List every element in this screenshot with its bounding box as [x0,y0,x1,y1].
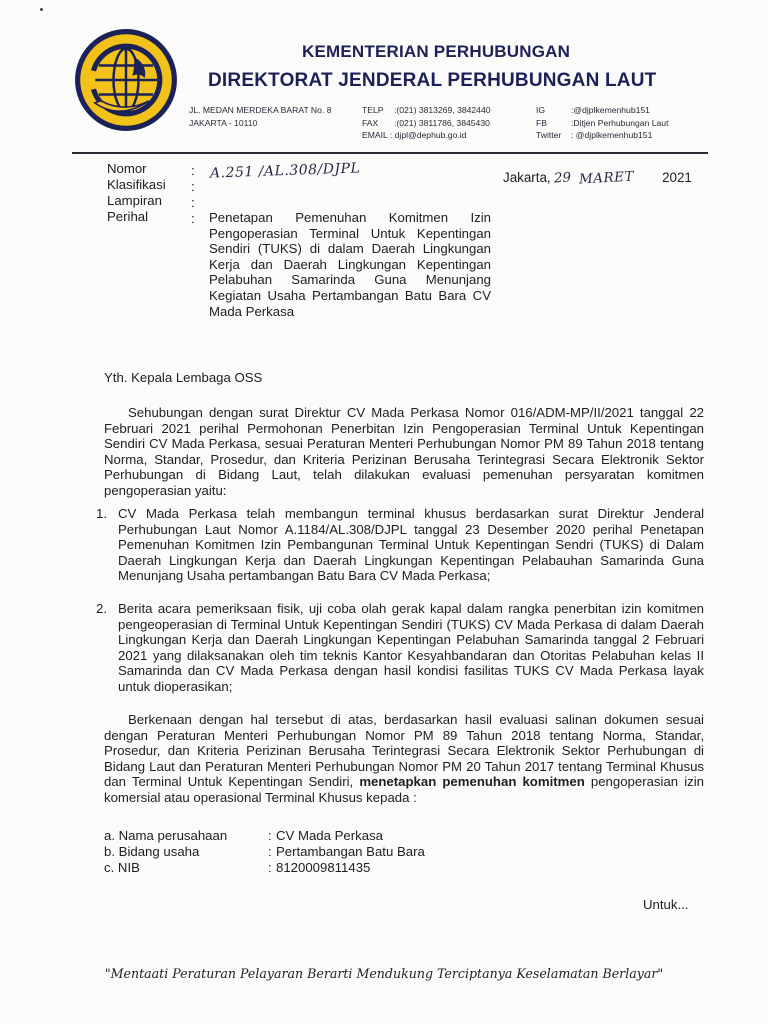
list-item [96,601,704,695]
company-details [104,828,504,876]
address-line: JAKARTA - 10110 [189,117,258,128]
list-number: 1. [96,506,107,521]
date-prefix: Jakarta, [503,170,551,185]
social-value: :Ditjen Perhubungan Laut [571,117,669,128]
letter-number-handwritten: A.251 /AL.308/DJPL [209,160,361,182]
company-row [104,860,504,876]
list-text: Berita acara pemeriksaan fisik, uji coba olah gerak kapal dalam rangka penerbitan izin komitmen pengeoperasian di Terminal Untuk Kepentingan Sendiri (TUKS) CV Mada Perkasa di dalam Daerah Lingkungan Kerja dan Daerah Lingkungan Kepentingan Pelabuhan Samarinda tanggal 2 Februari 2021 yang dilaksanakan oleh tim teknis Kantor Kesyahbandaran dan Otoritas Pelabuhan kelas II Samarinda dan CV Mada Perkasa dengan hasil kondisi fasilitas TUKS CV Mada Perkasa layak untuk dioperasikan; [118,601,704,694]
social-labels [536,104,561,142]
subject-text: Penetapan Pemenuhan Komitmen Izin Pengoperasian Terminal Untuk Kepentingan Sendiri (TUKS) di dalam Daerah Lingkungan Kerja dan Daerah Lingkungan Kepentingan Pelabuhan Samarinda Guna Menunjang Kegiatan Usaha Pertambangan Batu Bara CV Mada Perkasa [209,210,491,319]
meta-label: Klasifikasi [107,177,166,192]
meta-colon: : [191,195,195,210]
footer-motto: "Mentaati Peraturan Pelayaran Berarti Mendukung Terciptanya Keselamatan Berlayar" [104,966,664,981]
company-label: c. NIB [104,860,140,875]
paragraph-decision [104,712,704,806]
ministry-title: KEMENTERIAN PERHUBUNGAN [302,42,571,61]
date-year: 2021 [662,170,692,185]
phone-value: :(021) 3813269, 3842440 [394,105,491,115]
phone-values [394,104,491,129]
paragraph-intro: Sehubungan dengan surat Direktur CV Mada Perkasa Nomor 016/ADM-MP/II/2021 tanggal 22 Februari 2021 perihal Permohonan Penerbitan Izin Pengoperasian Terminal Untuk Kepentingan Sendiri CV Mada Perkasa, sesuai Peraturan Menteri Perhubungan Nomor PM 89 Tahun 2018 tentang Norma, Standar, Prosedur, dan Kriteria Perizinan Berusaha Terintegrasi Secara Elektronik Sektor Perhubungan di Bidang Laut, telah dilakukan evaluasi pemenuhan persyaratan komitmen pengoperasian yaitu: [104,405,704,498]
ministry-logo-icon [74,28,178,132]
phone-label: TELP [362,105,384,115]
meta-colon: : [191,163,195,178]
company-colon: : [268,844,272,859]
social-label: FB [536,117,547,128]
social-value: :@djplkemenhub151 [571,105,650,115]
decision-bold-text: menetapkan pemenuhan komitmen [359,774,585,790]
company-label: a. Nama perusahaan [104,828,228,843]
date-day-handwritten: 29 [553,170,572,187]
company-value: Pertambangan Batu Bara [276,844,425,859]
date-month-handwritten: MARET [578,169,635,188]
letter-date [503,170,692,186]
company-row [104,828,504,844]
email: EMAIL : djpl@dephub.go.id [362,130,467,140]
letterhead-divider [72,152,708,154]
meta-label: Lampiran [107,193,162,208]
company-value: CV Mada Perkasa [276,828,384,843]
continuation-marker: Untuk... [643,897,689,912]
meta-label: Perihal [107,209,149,224]
phone-labels [362,104,384,129]
social-values [571,104,668,142]
social-label: Twitter [536,130,562,140]
scan-speck [40,8,43,11]
company-colon: : [268,860,272,875]
directorate-title: DIREKTORAT JENDERAL PERHUBUNGAN LAUT [208,70,657,91]
social-value: : @djplkemenhub151 [571,130,653,140]
company-colon: : [268,828,272,843]
phone-value: :(021) 3811786, 3845430 [394,117,490,128]
meta-label: Nomor [107,161,147,176]
meta-colon: : [191,179,195,194]
company-row [104,844,504,860]
addressee: Yth. Kepala Lembaga OSS [104,370,263,385]
address-block [189,104,331,129]
decision-text-end: pengoperasian izin komersial atau operasional Terminal Khusus kepada : [104,774,705,805]
list-item [96,506,704,584]
list-text: CV Mada Perkasa telah membangun terminal khusus berdasarkan surat Direktur Jenderal Perhubungan Laut Nomor A.1184/AL.308/DJPL tanggal 23 Desember 2020 perihal Penetapan Pemenuhan Komitmen Izin Pembangunan Terminal Untuk Kepentingan Sendri (TUKS) di Dalam Daerah Lingkungan Kerja dan Daerah Lingkungan Kepentingan Pelabauhan Samarinda Guna Menunjang Usaha pertambangan Batu Bara CV Mada Perkasa; [118,506,704,584]
phone-label: FAX [362,117,379,128]
meta-colon: : [191,211,195,226]
list-number: 2. [96,601,107,616]
company-label: b. Bidang usaha [104,844,200,859]
address-line: JL. MEDAN MERDEKA BARAT No. 8 [189,105,332,115]
meta-colons [191,163,195,227]
meta-labels [107,161,166,225]
social-label: IG [536,105,546,115]
decision-text: Berkenaan dengan hal tersebut di atas, berdasarkan hasil evaluasi salinan dokumen sesuai dengan Peraturan Menteri Perhubungan Nomor PM 89 Tahun 2018 tentang Norma, Standar, Prosedur, dan Kriteria Perizinan Berusaha Terintegrasi Secara Elektronik Sektor Perhubungan di Bidang Laut dan Peraturan Menteri Perhubungan Nomor PM 20 Tahun 2017 tentang Terminal Khusus dan Terminal Untuk Kepentingan Sendiri, [104,712,704,790]
company-value: 8120009811435 [276,860,371,875]
